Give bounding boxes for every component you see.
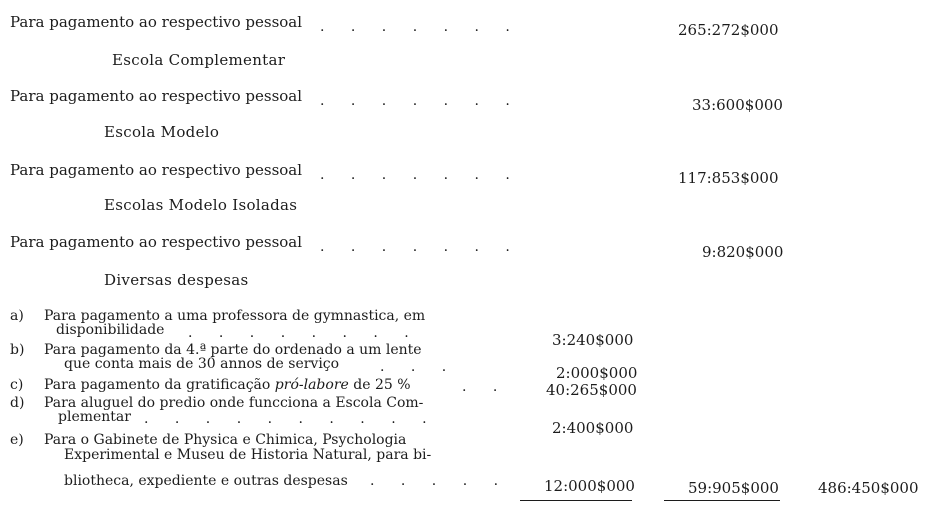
amount: 9:820$000 <box>702 243 784 261</box>
item-text-italic: pró-labore <box>274 377 349 393</box>
column-rule <box>664 500 780 501</box>
item-text: Para o Gabinete de Physica e Chimica, Psychologia <box>44 432 407 448</box>
dot-leader: . . . . . . . <box>320 167 521 183</box>
amount: 2:000$000 <box>556 364 638 382</box>
item-text: Experimental e Museu de Historia Natural, para bi- <box>64 447 432 463</box>
grand-total-amount: 486:450$000 <box>818 479 919 497</box>
dot-leader: . . . <box>380 359 458 375</box>
subtotal-amount: 59:905$000 <box>688 479 779 497</box>
item-letter: d) <box>10 395 25 411</box>
section-heading: Escola Modelo <box>104 123 220 141</box>
item-letter: b) <box>10 342 25 358</box>
dot-leader: . . . . . <box>370 473 510 489</box>
item-text: Para aluguel do predio onde funcciona a Escola Com- <box>44 395 424 411</box>
item-text: disponibilidade <box>56 322 165 338</box>
dot-leader: . . . . . . . <box>320 239 521 255</box>
item-text <box>44 377 411 393</box>
amount: 2:400$000 <box>552 419 634 437</box>
amount: 33:600$000 <box>692 96 783 114</box>
dot-leader: . . . . . . . <box>320 19 521 35</box>
item-letter: a) <box>10 308 24 324</box>
dot-leader: . . . . . . . . . . <box>144 411 438 427</box>
item-text-part: Para pagamento da gratificação <box>44 377 271 393</box>
dot-leader: . . . . . . . . <box>188 325 420 341</box>
section-heading: Diversas despesas <box>104 271 249 289</box>
section-heading: Escola Complementar <box>112 51 286 69</box>
column-rule <box>520 500 632 501</box>
item-text: que conta mais de 30 annos de serviço <box>64 356 340 372</box>
item-text: Para pagamento da 4.ª parte do ordenado a um lente <box>44 342 422 358</box>
dot-leader: . . <box>462 379 509 395</box>
section-heading: Escolas Modelo Isoladas <box>104 196 298 214</box>
row-label: Para pagamento ao respectivo pessoal <box>10 87 303 105</box>
row-label: Para pagamento ao respectivo pessoal <box>10 13 303 31</box>
amount: 12:000$000 <box>544 477 635 495</box>
amount: 3:240$000 <box>552 331 634 349</box>
dot-leader: . . . . . . . <box>320 93 521 109</box>
amount: 117:853$000 <box>678 169 779 187</box>
item-text: bliotheca, expediente e outras despesas <box>64 473 348 489</box>
amount: 40:265$000 <box>546 381 637 399</box>
item-text-part: de 25 % <box>353 377 411 393</box>
row-label: Para pagamento ao respectivo pessoal <box>10 233 303 251</box>
amount: 265:272$000 <box>678 21 779 39</box>
item-text: plementar <box>58 409 131 425</box>
item-letter: e) <box>10 432 24 448</box>
item-text: Para pagamento a uma professora de gymnastica, em <box>44 308 426 324</box>
item-letter: c) <box>10 377 24 393</box>
row-label: Para pagamento ao respectivo pessoal <box>10 161 303 179</box>
